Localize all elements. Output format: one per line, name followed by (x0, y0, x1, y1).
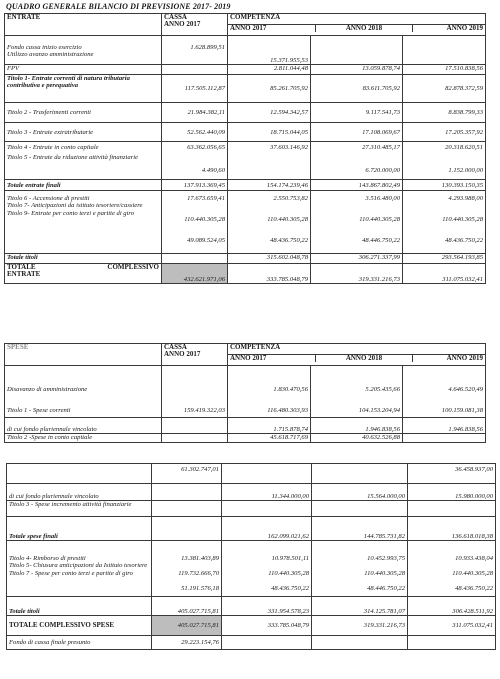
spese-header-row (5, 344, 486, 366)
entrate-section-heading: ENTRATE (5, 14, 162, 36)
totale-complessivo-spese-row: TOTALE COMPLESSIVO SPESE 405.027.715,81 333.785.048,79 319.331.216,73 311.075.032,41 (7, 616, 496, 636)
fondo-cassa-value: 1.628.899,51 (162, 36, 228, 65)
cassa-header: CASSA ANNO 2017 (162, 14, 228, 36)
table-row: Totale titoli 405.027.715,81 331.954.578,23 314.125.781,07 306.428.511,92 (7, 597, 496, 616)
table-row: Titolo 3 - Entrate extratributarie 52.562.440,09 18.715.044,05 17.108.069,67 17.205.357,92 (5, 123, 486, 142)
page-title: QUADRO GENERALE BILANCIO DI PREVISIONE 2017- 2019 (6, 2, 231, 11)
titoli-4-5-label: Titolo 4 - Entrate in conto capitale Titolo 5 - Entrate da riduzione attività finanziarie (5, 142, 162, 180)
spese-continuation-table (6, 463, 496, 650)
disavanzo-titolo1-label: Disavanzo di amministrazione Titolo 1 - Spese correnti (5, 366, 162, 418)
table-row: di cui fondo pluriennale vincolato 11.344.000,00 15.564.000,00 15.980.000,00 (7, 484, 496, 501)
table-row: di cui fondo pluriennale vincolato 1.715.878,74 1.946.838,56 1.946.838,56 (5, 418, 486, 434)
table-row: Disavanzo di amministrazione Titolo 1 - Spese correnti 159.419.322,03 1.830.470,56 116.480.303,93 5.205.435,66 104.153.204,94 4.646.520,49 100.159.081,38 (5, 366, 486, 418)
table-row: Titolo 1- Entrate correnti di natura tributaria contributiva e perequativa 117.505.112,87 85.261.705,92 83.611.705,92 82.878.372,59 (5, 75, 486, 103)
entrate-table (4, 13, 486, 284)
table-row: FPV 2.811.044,48 13.059.878,74 17.510.838,56 (5, 65, 486, 75)
spese-section-heading: SPESE (5, 344, 162, 366)
titoli-6-7-9-label: Titolo 6 - Accensione di prestiti Titolo 7- Anticipazioni da istituto tesoriere/cassiere Titolo 9- Entrate per conto terzi e partite di giro (5, 191, 162, 254)
entrate-header-row (5, 14, 486, 36)
table-row: Titolo 3 - Spese incremento attività finanziarie (7, 501, 496, 517)
table-row: 61.302.747,01 36.458.937,00 (7, 464, 496, 484)
table-row (5, 36, 486, 65)
utilizzo-avanzo-value: 15.371.955,53 (228, 36, 311, 65)
table-row: Titolo 4 - Entrate in conto capitale Titolo 5 - Entrate da riduzione attività finanziarie 63.362.056,65 4.490,60 37.603.146,92 27.310.485,17 6.720.000,00 20.318.620,51 1.152.000,00 (5, 142, 486, 180)
fpv-label: FPV (5, 65, 162, 75)
table-row: Titolo 4- Rimborso di prestiti Titolo 5- Chiusura anticipazioni da Istituto tesoriere Titolo 7 - Spese per conto terzi e partite di giro 13.381.403,89 119.732.666,70 51.191.576,18 10.978.501,11 110.440.305,28 48.436.750,22 10.452.993,75 110.440.305,28 48.446.750,22 10.933.438,04 110.440.305,28 48.436.750,22 (7, 541, 496, 597)
titoli-4-5-7-label: Titolo 4- Rimborso di prestiti Titolo 5- Chiusura anticipazioni da Istituto tesoriere Titolo 7 - Spese per conto terzi e partite di giro (7, 541, 152, 597)
table-row: Totale entrate finali 137.913.369,45 154.174.239,46 143.867.802,49 130.393.150,35 (5, 180, 486, 191)
totale-complessivo-entrate-row: TOTALE COMPLESSIVO ENTRATE 432.621.971,06 333.785.048,79 319.331.216,73 311.075.032,41 (5, 264, 486, 284)
table-row: Titolo 6 - Accensione di prestiti Titolo 7- Anticipazioni da istituto tesoriere/cassiere Titolo 9- Entrate per conto terzi e partite di giro 17.673.659,41 110.440.305,28 49.089.524,05 2.550.753,82 110.440.305,28 48.436.750,22 3.516.480,00 110.440.305,28 48.446.750,22 4.293.988,00 110.440.305,28 48.436.750,22 (5, 191, 486, 254)
competenza-header: COMPETENZA ANNO 2017 ANNO 2018 ANNO 2019 (228, 14, 486, 36)
table-row: Fondo di cassa finale presunto 29.223.154,76 (7, 636, 496, 650)
table-row: Totale titoli 315.602.048,78 306.271.337,99 293.564.193,85 (5, 254, 486, 264)
fondo-cassa-label: Fondo cassa inizio esercizio Utilizzo avanzo amministrazione (5, 36, 162, 65)
table-row: Titolo 2 - Trasferimenti correnti 21.984.382,11 12.594.342,57 9.117.541,73 8.838.799,33 (5, 103, 486, 123)
competenza-header: COMPETENZA ANNO 2017 ANNO 2018 ANNO 2019 (228, 344, 486, 366)
cassa-header: CASSA ANNO 2017 (162, 344, 228, 366)
spese-table (4, 343, 486, 443)
table-row: Totale spese finali 162.099.021,62 144.785.731,82 136.618.018,38 (7, 517, 496, 541)
table-row: Titolo 2 -Spese in conto capitale 45.618.717,69 40.632.526,88 (5, 434, 486, 443)
